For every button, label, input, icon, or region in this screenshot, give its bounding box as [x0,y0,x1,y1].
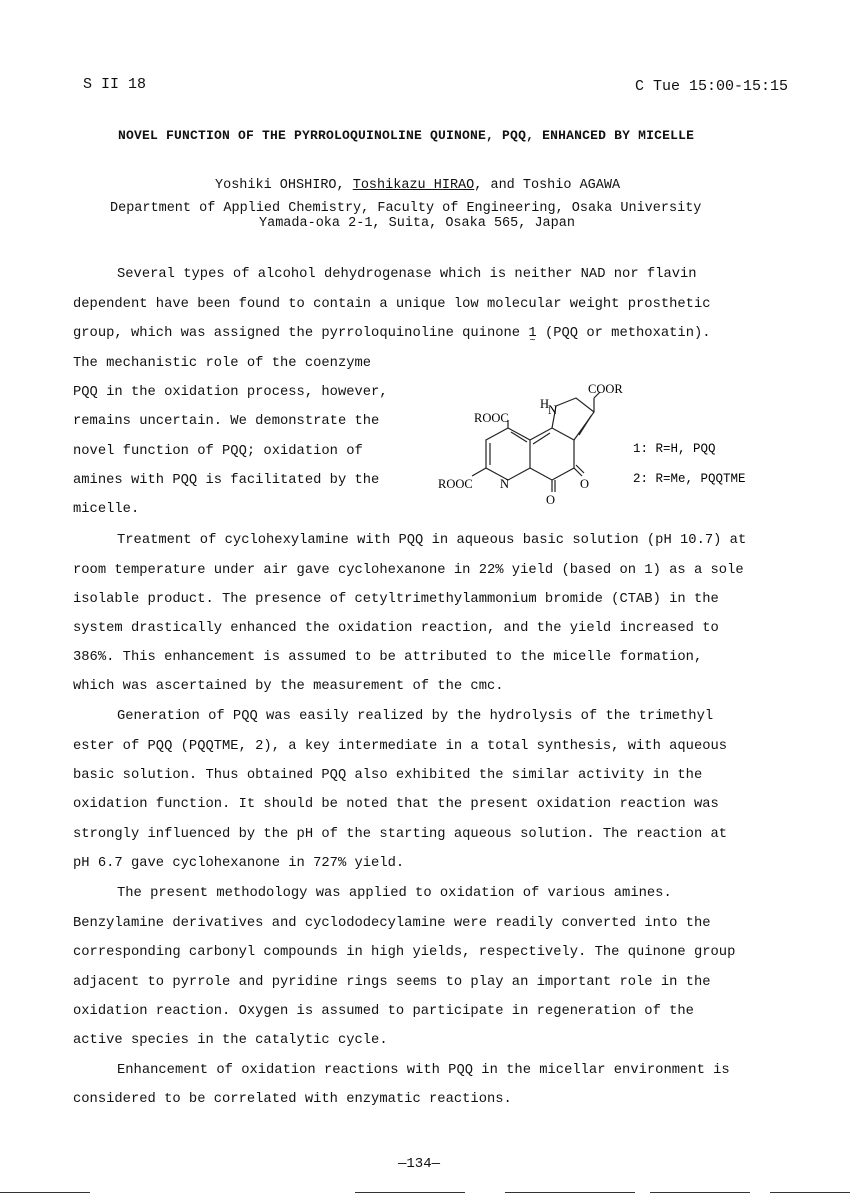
label-oxygen-bottom: O [546,493,556,507]
page-number: —134— [398,1156,441,1172]
label-nh-n: N [548,403,558,417]
p2-line: 386%. This enhancement is assumed to be attributed to the micelle formation, [73,650,703,665]
p4-line: oxidation reaction. Oxygen is assumed to participate in regeneration of the [73,1004,694,1019]
pqq-structure-diagram [430,376,830,516]
p3-line: pH 6.7 gave cyclohexanone in 727% yield. [73,856,405,871]
p2-line: Treatment of cyclohexylamine with PQQ in aqueous basic solution (pH 10.7) at [117,533,747,548]
author-2-presenter: Toshikazu HIRAO [352,178,475,193]
label-oxygen-right: O [580,477,590,491]
p2-line: system drastically enhanced the oxidation reaction, and the yield increased to [73,621,719,636]
scan-rule [770,1192,850,1193]
p3-line: Generation of PQQ was easily realized by the hydrolysis of the trimethyl [117,709,714,724]
compound-ref-1: 1 ~ [528,326,536,341]
scan-rule [0,1192,90,1193]
affiliation-line-1: Department of Applied Chemistry, Faculty of Engineering, Osaka University [110,201,702,216]
author-1: Yoshiki OHSHIRO, [215,178,345,193]
session-code: S II 18 [83,76,147,93]
p4-line: corresponding carbonyl compounds in high yields, respectively. The quinone group [73,945,736,960]
p1-line: group, which was assigned the pyrroloquinoline quinone 1 ~ (PQQ or methoxatin). [73,326,711,341]
p1-line: novel function of PQQ; oxidation of [73,444,363,459]
affiliation-line-2: Yamada-oka 2-1, Suita, Osaka 565, Japan [259,216,575,231]
p1-line: Several types of alcohol dehydrogenase which is neither NAD nor flavin [117,267,697,282]
authors [215,178,620,193]
p1-line: amines with PQQ is facilitated by the [73,473,380,488]
label-rooc-upper: ROOC [474,411,509,425]
scan-rule [505,1192,635,1193]
p5-line: considered to be correlated with enzymatic reactions. [73,1092,512,1107]
p1-line: micelle. [73,502,140,517]
label-nh-h: H [540,397,550,411]
paper-title: NOVEL FUNCTION OF THE PYRROLOQUINOLINE QUINONE, PQQ, ENHANCED BY MICELLE [118,128,695,143]
label-pyridine-n: N [500,477,510,491]
p3-line: oxidation function. It should be noted that the present oxidation reaction was [73,797,719,812]
p4-line: active species in the catalytic cycle. [73,1033,388,1048]
p3-line: ester of PQQ (PQQTME, 2), a key intermediate in a total synthesis, with aqueous [73,739,728,754]
p1-line: The mechanistic role of the coenzyme [73,356,372,371]
p2-line: isolable product. The presence of cetyltrimethylammonium bromide (CTAB) in the [73,592,719,607]
compound-label-1: 1: R=H, PQQ [633,442,716,456]
p3-line: basic solution. Thus obtained PQQ also exhibited the similar activity in the [73,768,703,783]
p1-line: remains uncertain. We demonstrate the [73,414,380,429]
p2-line: room temperature under air gave cyclohexanone in 22% yield (based on 1) as a sole [73,563,744,578]
p2-line: which was ascertained by the measurement of the cmc. [73,679,504,694]
compound-label-2: 2: R=Me, PQQTME [633,472,746,486]
scan-rule [650,1192,750,1193]
label-coor-top: COOR [588,382,623,396]
p3-line: strongly influenced by the pH of the starting aqueous solution. The reaction at [73,827,728,842]
p4-line: Benzylamine derivatives and cyclododecylamine were readily converted into the [73,916,711,931]
p1-line: dependent have been found to contain a unique low molecular weight prosthetic [73,297,711,312]
session-time: C Tue 15:00-15:15 [634,78,788,95]
p4-line: The present methodology was applied to oxidation of various amines. [117,886,672,901]
p4-line: adjacent to pyrrole and pyridine rings seems to play an important role in the [73,975,711,990]
author-3: , and Toshio AGAWA [474,178,621,193]
scan-rule [355,1192,465,1193]
p5-line: Enhancement of oxidation reactions with PQQ in the micellar environment is [117,1063,730,1078]
p1-line: PQQ in the oxidation process, however, [73,385,388,400]
label-rooc-lower: ROOC [438,477,473,491]
